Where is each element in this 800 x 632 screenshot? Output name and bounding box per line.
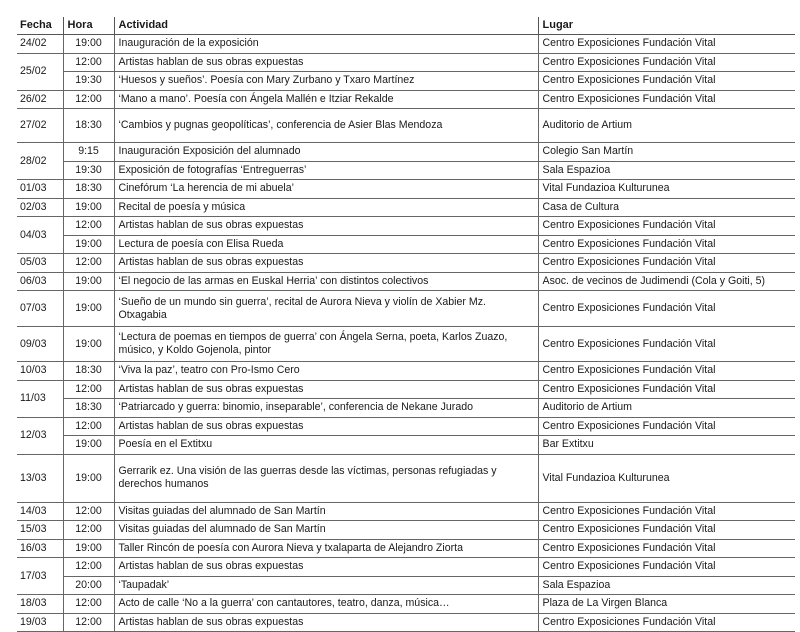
table-row <box>17 327 795 362</box>
date-cell: 25/02 <box>17 53 63 90</box>
time-cell: 19:00 <box>63 291 114 327</box>
date-cell: 13/03 <box>17 454 63 502</box>
activity-cell: Recital de poesía y música <box>114 198 538 217</box>
time-cell: 19:00 <box>63 235 114 254</box>
table-row <box>17 399 795 418</box>
date-cell: 01/03 <box>17 180 63 199</box>
table-row <box>17 254 795 273</box>
table-row <box>17 454 795 502</box>
table-row <box>17 198 795 217</box>
time-cell: 19:00 <box>63 272 114 291</box>
table-row <box>17 143 795 162</box>
schedule-table <box>17 17 795 632</box>
place-cell: Centro Exposiciones Fundación Vital <box>538 72 795 91</box>
date-cell: 11/03 <box>17 380 63 417</box>
place-cell: Centro Exposiciones Fundación Vital <box>538 35 795 54</box>
place-cell: Centro Exposiciones Fundación Vital <box>538 558 795 577</box>
time-cell: 19:30 <box>63 161 114 180</box>
activity-cell: Inauguración de la exposición <box>114 35 538 54</box>
date-cell: 17/03 <box>17 558 63 595</box>
time-cell: 12:00 <box>63 417 114 436</box>
time-cell: 12:00 <box>63 558 114 577</box>
time-cell: 12:00 <box>63 502 114 521</box>
place-cell: Centro Exposiciones Fundación Vital <box>538 417 795 436</box>
table-row <box>17 235 795 254</box>
activity-cell: Cinefórum ‘La herencia de mi abuela’ <box>114 180 538 199</box>
place-cell: Auditorio de Artium <box>538 399 795 418</box>
activity-cell: Artistas hablan de sus obras expuestas <box>114 613 538 632</box>
date-cell: 18/03 <box>17 595 63 614</box>
table-row <box>17 180 795 199</box>
time-cell: 19:00 <box>63 436 114 455</box>
time-cell: 18:30 <box>63 399 114 418</box>
place-cell: Centro Exposiciones Fundación Vital <box>538 327 795 362</box>
date-cell: 24/02 <box>17 35 63 54</box>
activity-cell: Exposición de fotografías ‘Entreguerras’ <box>114 161 538 180</box>
table-row <box>17 613 795 632</box>
time-cell: 19:00 <box>63 327 114 362</box>
place-cell: Centro Exposiciones Fundación Vital <box>538 502 795 521</box>
activity-cell: ‘Sueño de un mundo sin guerra’, recital de Aurora Nieva y violín de Xabier Mz. Otxagabia <box>114 291 538 327</box>
time-cell: 18:30 <box>63 362 114 381</box>
time-cell: 19:00 <box>63 35 114 54</box>
activity-cell: Taller Rincón de poesía con Aurora Nieva y txalaparta de Alejandro Ziorta <box>114 539 538 558</box>
place-cell: Auditorio de Artium <box>538 109 795 143</box>
activity-cell: Artistas hablan de sus obras expuestas <box>114 254 538 273</box>
activity-cell: Visitas guiadas del alumnado de San Martín <box>114 521 538 540</box>
date-cell: 15/03 <box>17 521 63 540</box>
time-cell: 20:00 <box>63 576 114 595</box>
time-cell: 19:30 <box>63 72 114 91</box>
activity-cell: ‘Taupadak’ <box>114 576 538 595</box>
place-cell: Sala Espazioa <box>538 576 795 595</box>
time-cell: 12:00 <box>63 217 114 236</box>
table-row <box>17 436 795 455</box>
activity-cell: Acto de calle ‘No a la guerra’ con cantautores, teatro, danza, música… <box>114 595 538 614</box>
table-row <box>17 53 795 72</box>
place-cell: Centro Exposiciones Fundación Vital <box>538 539 795 558</box>
time-cell: 12:00 <box>63 613 114 632</box>
activity-cell: ‘El negocio de las armas en Euskal Herria’ con distintos colectivos <box>114 272 538 291</box>
activity-cell: Gerrarik ez. Una visión de las guerras desde las víctimas, personas refugiadas y derechos humanos <box>114 454 538 502</box>
place-cell: Casa de Cultura <box>538 198 795 217</box>
table-row <box>17 576 795 595</box>
activity-cell: Artistas hablan de sus obras expuestas <box>114 217 538 236</box>
date-cell: 07/03 <box>17 291 63 327</box>
date-cell: 28/02 <box>17 143 63 180</box>
header-date: Fecha <box>17 17 63 35</box>
time-cell: 19:00 <box>63 539 114 558</box>
place-cell: Centro Exposiciones Fundación Vital <box>538 613 795 632</box>
table-row <box>17 90 795 109</box>
table-row <box>17 539 795 558</box>
date-cell: 02/03 <box>17 198 63 217</box>
activity-cell: ‘Cambios y pugnas geopolíticas’, conferencia de Asier Blas Mendoza <box>114 109 538 143</box>
activity-cell: Artistas hablan de sus obras expuestas <box>114 558 538 577</box>
place-cell: Centro Exposiciones Fundación Vital <box>538 380 795 399</box>
date-cell: 06/03 <box>17 272 63 291</box>
date-cell: 27/02 <box>17 109 63 143</box>
activity-cell: ‘Mano a mano’. Poesía con Ángela Mallén e Itziar Rekalde <box>114 90 538 109</box>
time-cell: 12:00 <box>63 53 114 72</box>
place-cell: Vital Fundazioa Kulturunea <box>538 454 795 502</box>
activity-cell: Lectura de poesía con Elisa Rueda <box>114 235 538 254</box>
place-cell: Centro Exposiciones Fundación Vital <box>538 362 795 381</box>
table-row <box>17 362 795 381</box>
date-cell: 16/03 <box>17 539 63 558</box>
table-row <box>17 35 795 54</box>
table-row <box>17 595 795 614</box>
place-cell: Vital Fundazioa Kulturunea <box>538 180 795 199</box>
table-row <box>17 72 795 91</box>
date-cell: 09/03 <box>17 327 63 362</box>
time-cell: 12:00 <box>63 595 114 614</box>
activity-cell: Artistas hablan de sus obras expuestas <box>114 53 538 72</box>
time-cell: 12:00 <box>63 90 114 109</box>
place-cell: Colegio San Martín <box>538 143 795 162</box>
activity-cell: ‘Patriarcado y guerra: binomio, inseparable’, conferencia de Nekane Jurado <box>114 399 538 418</box>
time-cell: 18:30 <box>63 109 114 143</box>
place-cell: Centro Exposiciones Fundación Vital <box>538 217 795 236</box>
place-cell: Centro Exposiciones Fundación Vital <box>538 53 795 72</box>
activity-cell: Artistas hablan de sus obras expuestas <box>114 417 538 436</box>
activity-cell: Visitas guiadas del alumnado de San Martín <box>114 502 538 521</box>
header-place: Lugar <box>538 17 795 35</box>
table-row <box>17 502 795 521</box>
time-cell: 18:30 <box>63 180 114 199</box>
activity-cell: Artistas hablan de sus obras expuestas <box>114 380 538 399</box>
place-cell: Centro Exposiciones Fundación Vital <box>538 235 795 254</box>
place-cell: Centro Exposiciones Fundación Vital <box>538 254 795 273</box>
activity-cell: ‘Huesos y sueños’. Poesía con Mary Zurbano y Txaro Martínez <box>114 72 538 91</box>
time-cell: 12:00 <box>63 521 114 540</box>
activity-cell: ‘Viva la paz’, teatro con Pro-Ismo Cero <box>114 362 538 381</box>
table-row <box>17 417 795 436</box>
header-time: Hora <box>63 17 114 35</box>
time-cell: 9:15 <box>63 143 114 162</box>
place-cell: Plaza de La Virgen Blanca <box>538 595 795 614</box>
time-cell: 12:00 <box>63 254 114 273</box>
time-cell: 19:00 <box>63 198 114 217</box>
table-row <box>17 161 795 180</box>
activity-cell: ‘Lectura de poemas en tiempos de guerra’ con Ángela Serna, poeta, Karlos Zuazo, músico, y Koldo Gojenola, pintor <box>114 327 538 362</box>
date-cell: 12/03 <box>17 417 63 454</box>
date-cell: 26/02 <box>17 90 63 109</box>
place-cell: Centro Exposiciones Fundación Vital <box>538 90 795 109</box>
table-row <box>17 521 795 540</box>
table-row <box>17 272 795 291</box>
place-cell: Sala Espazioa <box>538 161 795 180</box>
table-row <box>17 291 795 327</box>
place-cell: Asoc. de vecinos de Judimendi (Cola y Goiti, 5) <box>538 272 795 291</box>
table-row <box>17 217 795 236</box>
table-row <box>17 380 795 399</box>
date-cell: 10/03 <box>17 362 63 381</box>
date-cell: 19/03 <box>17 613 63 632</box>
header-activity: Actividad <box>114 17 538 35</box>
time-cell: 12:00 <box>63 380 114 399</box>
date-cell: 05/03 <box>17 254 63 273</box>
activity-cell: Poesía en el Extitxu <box>114 436 538 455</box>
place-cell: Centro Exposiciones Fundación Vital <box>538 291 795 327</box>
place-cell: Centro Exposiciones Fundación Vital <box>538 521 795 540</box>
time-cell: 19:00 <box>63 454 114 502</box>
table-row <box>17 109 795 143</box>
date-cell: 04/03 <box>17 217 63 254</box>
date-cell: 14/03 <box>17 502 63 521</box>
activity-cell: Inauguración Exposición del alumnado <box>114 143 538 162</box>
place-cell: Bar Extitxu <box>538 436 795 455</box>
table-header-row <box>17 17 795 35</box>
table-row <box>17 558 795 577</box>
